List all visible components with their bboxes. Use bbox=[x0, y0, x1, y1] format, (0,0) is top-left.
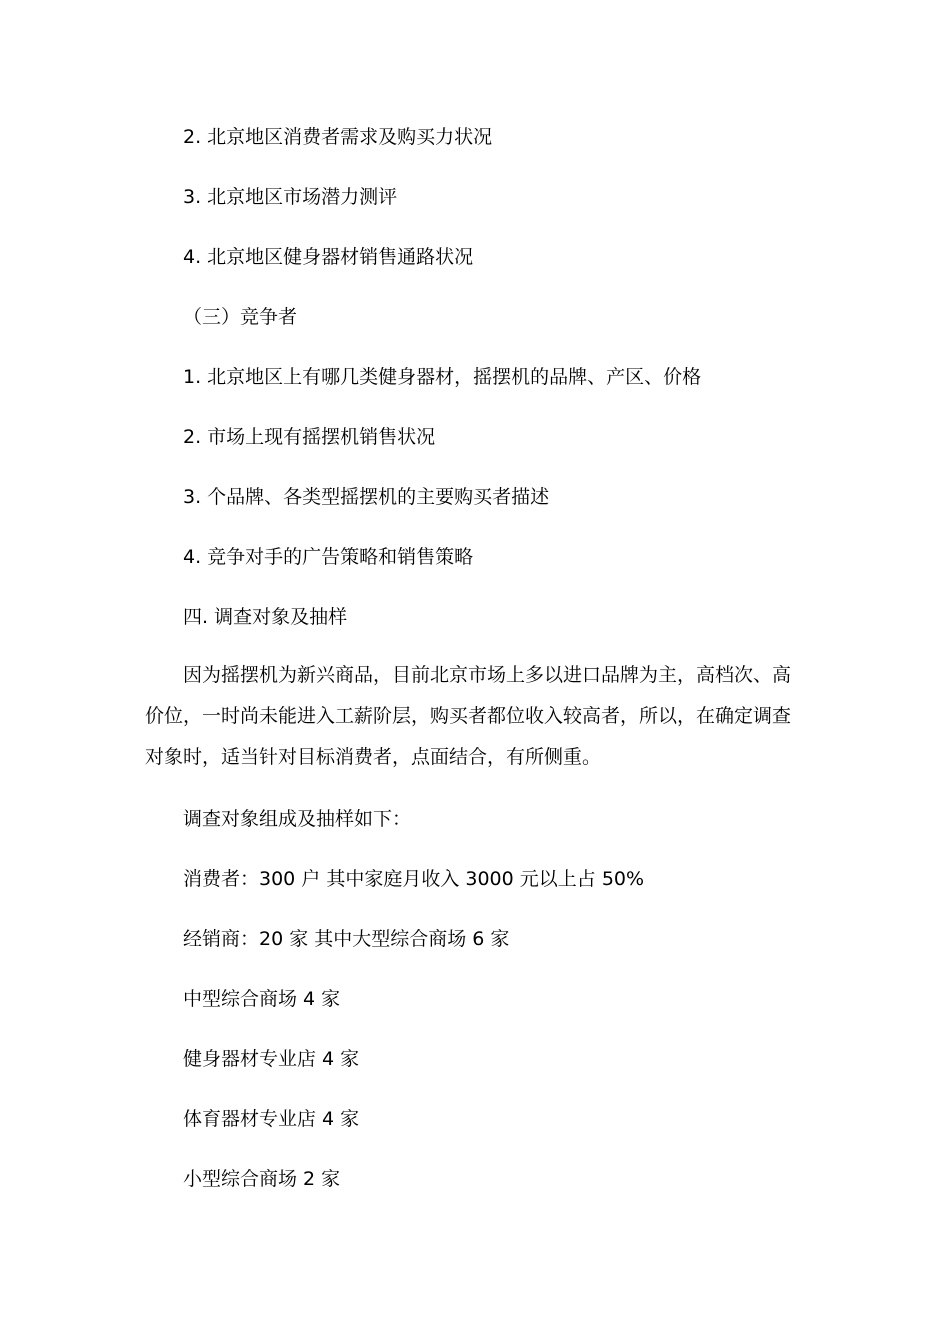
sampling-small-malls: 小型综合商场 2 家 bbox=[183, 1168, 341, 1190]
list-item-sales-status: 2. 市场上现有摇摆机销售状况 bbox=[183, 426, 436, 448]
sampling-dealers: 经销商：20 家 其中大型综合商场 6 家 bbox=[183, 928, 510, 950]
list-item-buyers: 3. 个品牌、各类型摇摆机的主要购买者描述 bbox=[183, 486, 550, 508]
list-item-brands: 1. 北京地区上有哪几类健身器材，摇摆机的品牌、产区、价格 bbox=[183, 366, 702, 388]
list-item-market-potential: 3. 北京地区市场潜力测评 bbox=[183, 186, 398, 208]
list-item-strategy: 4. 竞争对手的广告策略和销售策略 bbox=[183, 546, 474, 568]
list-item-demand: 2. 北京地区消费者需求及购买力状况 bbox=[183, 126, 493, 148]
sampling-sports-stores: 体育器材专业店 4 家 bbox=[183, 1108, 360, 1130]
section-heading-sampling: 四. 调查对象及抽样 bbox=[183, 606, 348, 628]
sampling-medium-malls: 中型综合商场 4 家 bbox=[183, 988, 341, 1010]
sampling-consumers: 消费者：300 户 其中家庭月收入 3000 元以上占 50% bbox=[183, 868, 645, 890]
sampling-fitness-stores: 健身器材专业店 4 家 bbox=[183, 1048, 360, 1070]
body-paragraph: 因为摇摆机为新兴商品，目前北京市场上多以进口品牌为主，高档次、高价位，一时尚未能进入工薪阶层，购买者都位收入较高者，所以，在确定调查对象时，适当针对目标消费者，点面结合，有所侧重。 bbox=[145, 664, 792, 768]
sampling-intro: 调查对象组成及抽样如下： bbox=[183, 808, 412, 830]
section-heading-competitors: （三）竞争者 bbox=[183, 306, 298, 328]
list-item-sales-channel: 4. 北京地区健身器材销售通路状况 bbox=[183, 246, 474, 268]
